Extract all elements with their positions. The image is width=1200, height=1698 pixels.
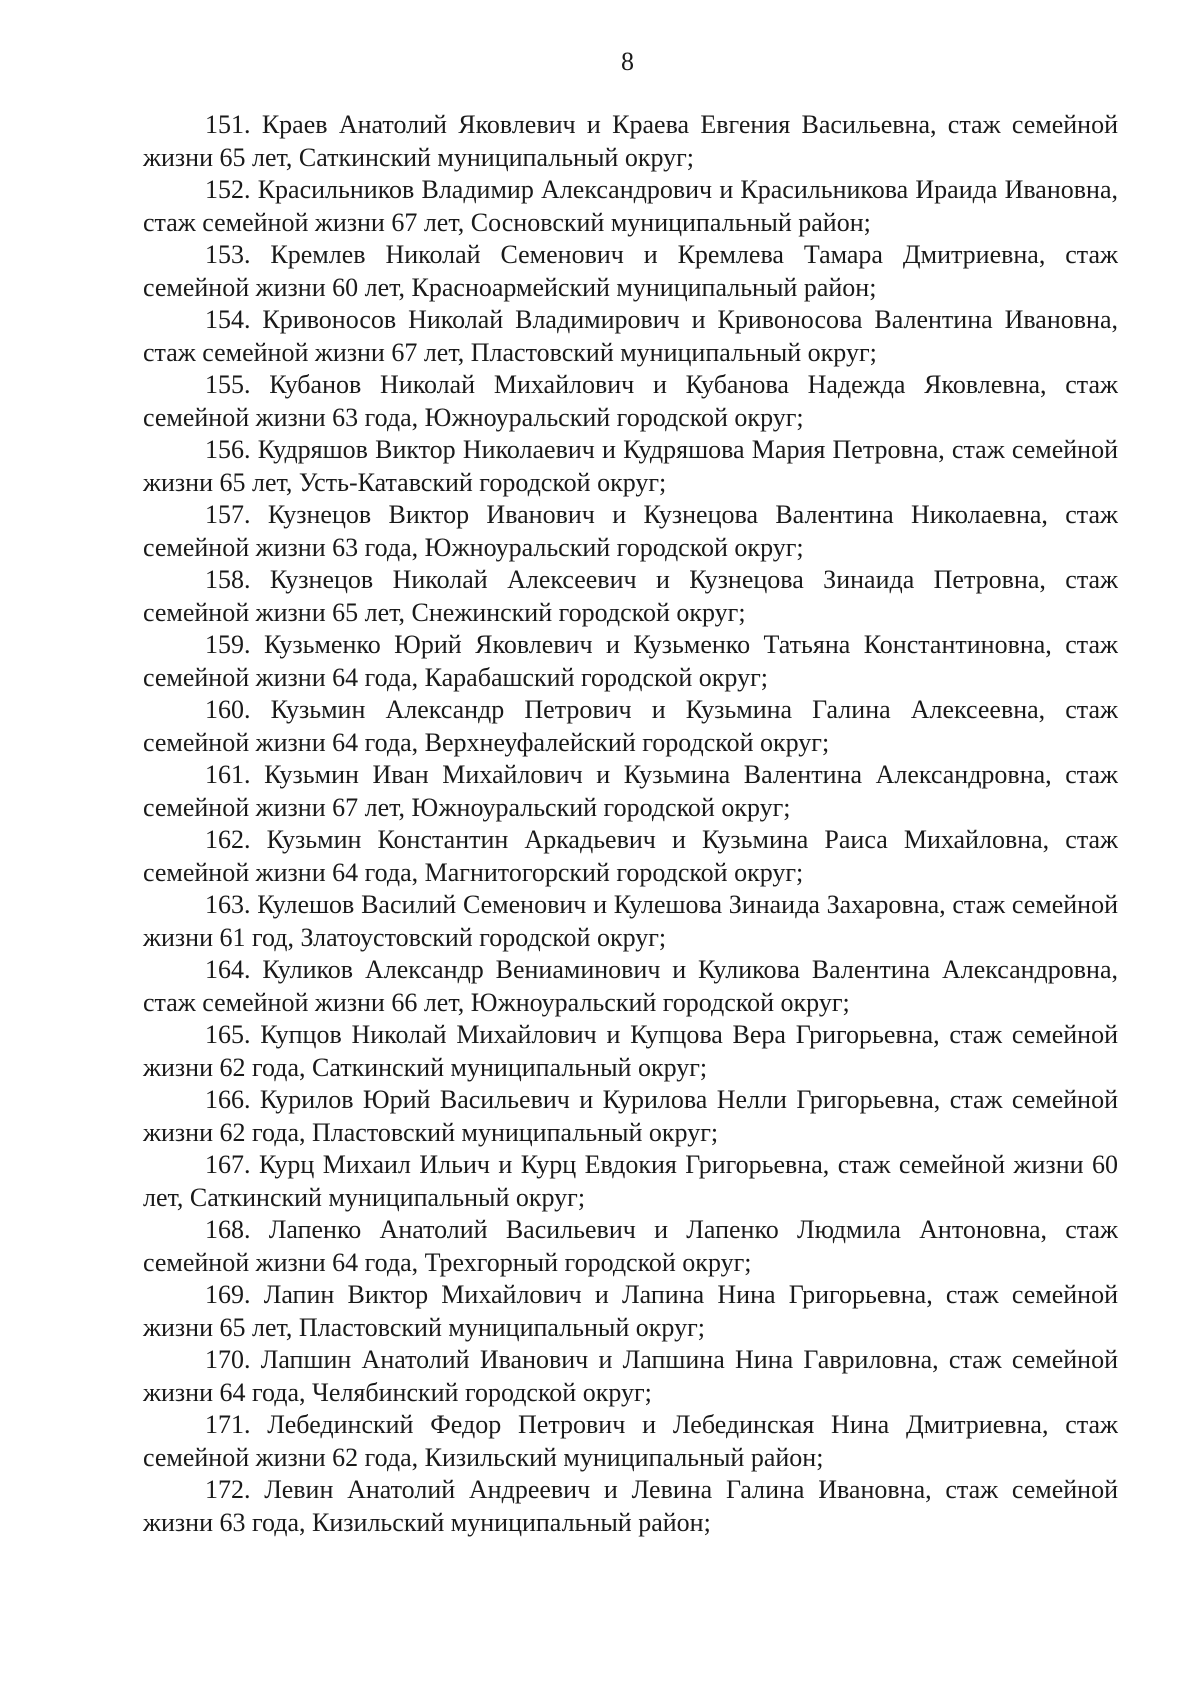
list-item: 170. Лапшин Анатолий Иванович и Лапшина Нина Гавриловна, стаж семейной жизни 64 года, Челябинский городской округ; [143, 1345, 1118, 1407]
award-list [143, 109, 1118, 1539]
list-item: 154. Кривоносов Николай Владимирович и Кривоносова Валентина Ивановна, стаж семейной жизни 67 лет, Пластовский муниципальный округ; [143, 305, 1118, 367]
list-item: 163. Кулешов Василий Семенович и Кулешова Зинаида Захаровна, стаж семейной жизни 61 год, Златоустовский городской округ; [143, 890, 1118, 952]
list-item: 172. Левин Анатолий Андреевич и Левина Галина Ивановна, стаж семейной жизни 63 года, Кизильский муниципальный район; [143, 1475, 1118, 1537]
list-item: 164. Куликов Александр Вениаминович и Куликова Валентина Александровна, стаж семейной жизни 66 лет, Южноуральский городской округ; [143, 955, 1118, 1017]
list-item: 168. Лапенко Анатолий Васильевич и Лапенко Людмила Антоновна, стаж семейной жизни 64 года, Трехгорный городской округ; [143, 1215, 1118, 1277]
list-item: 153. Кремлев Николай Семенович и Кремлева Тамара Дмитриевна, стаж семейной жизни 60 лет, Красноармейский муниципальный район; [143, 240, 1118, 302]
list-item: 156. Кудряшов Виктор Николаевич и Кудряшова Мария Петровна, стаж семейной жизни 65 лет, Усть-Катавский городской округ; [143, 435, 1118, 497]
list-item: 158. Кузнецов Николай Алексеевич и Кузнецова Зинаида Петровна, стаж семейной жизни 65 лет, Снежинский городской округ; [143, 565, 1118, 627]
list-item: 161. Кузьмин Иван Михайлович и Кузьмина Валентина Александровна, стаж семейной жизни 67 лет, Южноуральский городской округ; [143, 760, 1118, 822]
list-item: 171. Лебединский Федор Петрович и Лебединская Нина Дмитриевна, стаж семейной жизни 62 года, Кизильский муниципальный район; [143, 1410, 1118, 1472]
list-item: 157. Кузнецов Виктор Иванович и Кузнецова Валентина Николаевна, стаж семейной жизни 63 года, Южноуральский городской округ; [143, 500, 1118, 562]
list-item: 159. Кузьменко Юрий Яковлевич и Кузьменко Татьяна Константиновна, стаж семейной жизни 64 года, Карабашский городской округ; [143, 630, 1118, 692]
list-item: 155. Кубанов Николай Михайлович и Кубанова Надежда Яковлевна, стаж семейной жизни 63 года, Южноуральский городской округ; [143, 370, 1118, 432]
list-item: 166. Курилов Юрий Васильевич и Курилова Нелли Григорьевна, стаж семейной жизни 62 года, Пластовский муниципальный округ; [143, 1085, 1118, 1147]
list-item: 167. Курц Михаил Ильич и Курц Евдокия Григорьевна, стаж семейной жизни 60 лет, Саткинский муниципальный округ; [143, 1150, 1118, 1212]
list-item: 151. Краев Анатолий Яковлевич и Краева Евгения Васильевна, стаж семейной жизни 65 лет, Саткинский муниципальный округ; [143, 110, 1118, 172]
list-item: 162. Кузьмин Константин Аркадьевич и Кузьмина Раиса Михайловна, стаж семейной жизни 64 года, Магнитогорский городской округ; [143, 825, 1118, 887]
list-item: 152. Красильников Владимир Александрович и Красильникова Ираида Ивановна, стаж семейной жизни 67 лет, Сосновский муниципальный район; [143, 175, 1118, 237]
page-number: 8 [621, 47, 634, 76]
list-item: 169. Лапин Виктор Михайлович и Лапина Нина Григорьевна, стаж семейной жизни 65 лет, Пластовский муниципальный округ; [143, 1280, 1118, 1342]
list-item: 165. Купцов Николай Михайлович и Купцова Вера Григорьевна, стаж семейной жизни 62 года, Саткинский муниципальный округ; [143, 1020, 1118, 1082]
list-item: 160. Кузьмин Александр Петрович и Кузьмина Галина Алексеевна, стаж семейной жизни 64 года, Верхнеуфалейский городской округ; [143, 695, 1118, 757]
